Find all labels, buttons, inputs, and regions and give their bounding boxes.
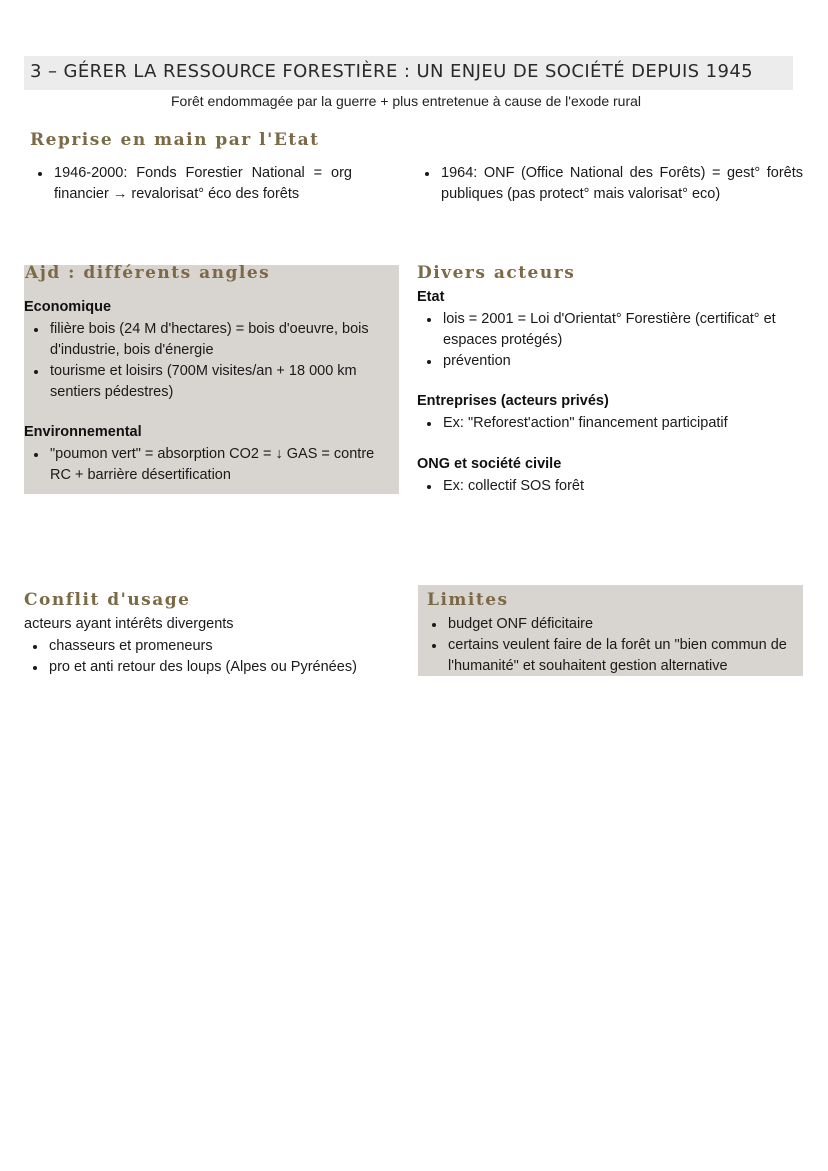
entreprises-list (419, 413, 804, 434)
environnemental-list (26, 444, 398, 486)
list-item: "poumon vert" = absorption CO2 = ↓ GAS = contre RC + barrière désertification (26, 444, 398, 486)
economique-list (26, 319, 392, 403)
etat-list (419, 309, 804, 372)
list-item: lois = 2001 = Loi d'Orientat° Forestière (certificat° et espaces protégés) (419, 309, 804, 351)
list-item: chasseurs et promeneurs (25, 636, 400, 657)
list-item: certains veulent faire de la forêt un "bien commun de l'humanité" et souhaitent gestion alternative (424, 635, 808, 677)
ong-list (419, 476, 804, 497)
list-item: 1964: ONF (Office National des Forêts) = gest° forêts publiques (pas protect° mais valorisat° eco) (417, 163, 803, 205)
entreprises-title: Entreprises (acteurs privés) (417, 393, 609, 409)
limites-list (424, 614, 808, 677)
ajd-heading: Ajd : différents angles (25, 263, 271, 283)
reprise-right-list (417, 163, 803, 205)
list-item: 1946-2000: Fonds Forestier National = org financier → revalorisat° éco des forêts (30, 163, 352, 205)
environnemental-title: Environnemental (24, 424, 142, 440)
list-item: Ex: "Reforest'action" financement participatif (419, 413, 804, 434)
economique-title: Economique (24, 299, 112, 315)
conflit-intro: acteurs ayant intérêts divergents (24, 616, 234, 632)
acteurs-heading: Divers acteurs (417, 263, 576, 283)
ong-title: ONG et société civile (417, 456, 562, 472)
page-title: 3 – GÉRER LA RESSOURCE FORESTIÈRE : UN ENJEU DE SOCIÉTÉ DEPUIS 1945 (30, 61, 754, 82)
page-subtitle: Forêt endommagée par la guerre + plus entretenue à cause de l'exode rural (170, 93, 642, 109)
conflit-list (25, 636, 400, 678)
list-item: Ex: collectif SOS forêt (419, 476, 804, 497)
list-item: pro et anti retour des loups (Alpes ou Pyrénées) (25, 657, 400, 678)
list-item: filière bois (24 M d'hectares) = bois d'oeuvre, bois d'industrie, bois d'énergie (26, 319, 392, 361)
list-item: tourisme et loisirs (700M visites/an + 18 000 km sentiers pédestres) (26, 361, 392, 403)
reprise-heading: Reprise en main par l'Etat (30, 130, 320, 150)
list-item: prévention (419, 351, 804, 372)
list-item: budget ONF déficitaire (424, 614, 808, 635)
reprise-left-list (30, 163, 352, 205)
conflit-heading: Conflit d'usage (24, 590, 191, 610)
etat-title: Etat (417, 289, 445, 305)
limites-heading: Limites (427, 590, 509, 610)
